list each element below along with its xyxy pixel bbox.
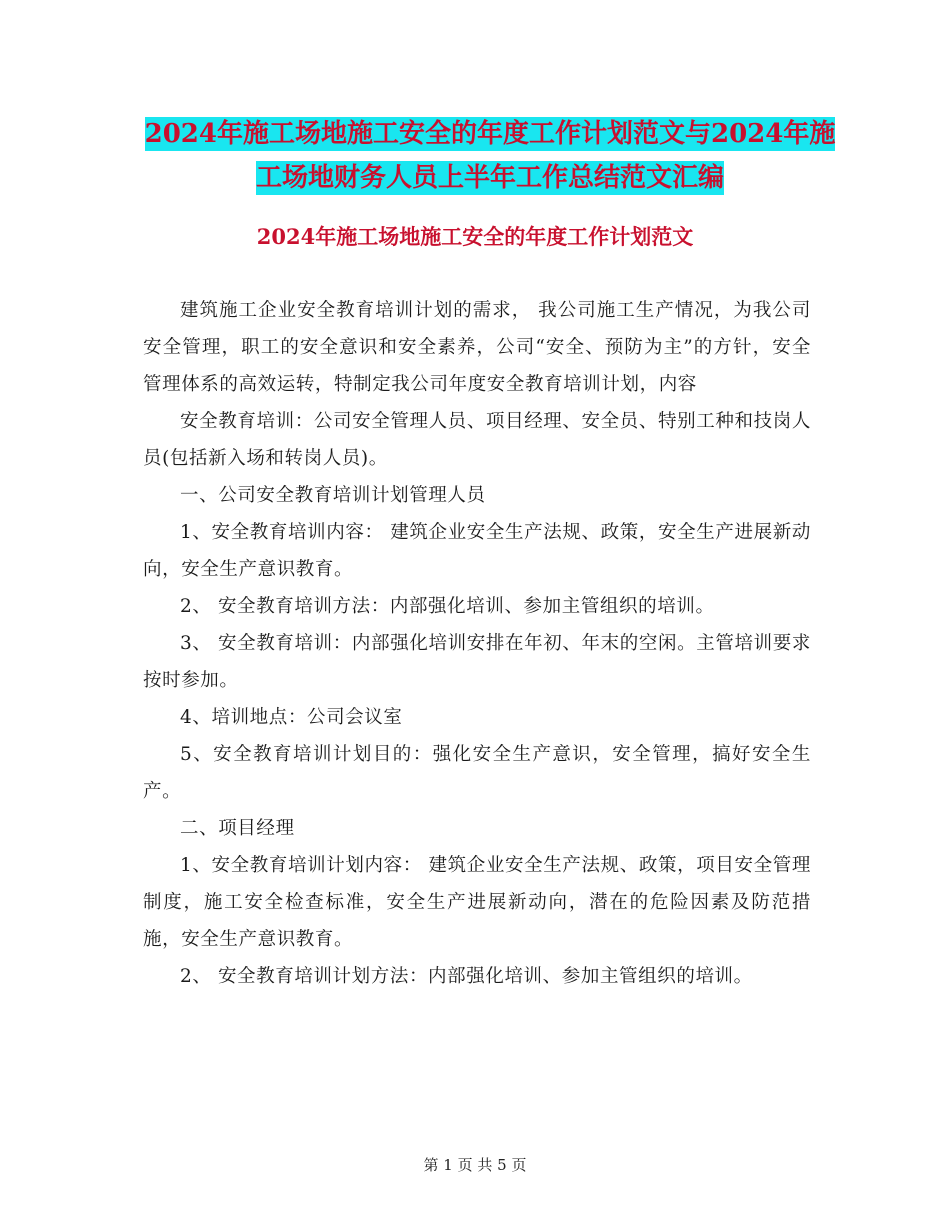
paragraph: 二、项目经理 <box>180 818 295 839</box>
page-footer: 第 1 页 共 5 页 <box>423 1156 527 1174</box>
paragraph: 5、安全教育培训计划目的：强化安全生产意识，安全管理，搞好安全生产。 <box>143 744 811 802</box>
paragraph: 3、 安全教育培训：内部强化培训安排在年初、年末的空闲。主管培训要求按时参加。 <box>143 633 811 691</box>
section-title: 2024年施工场地施工安全的年度工作计划范文 <box>256 224 694 249</box>
paragraph: 2、 安全教育培训方法：内部强化培训、参加主管组织的培训。 <box>180 596 715 617</box>
paragraph: 4、培训地点：公司会议室 <box>180 707 403 728</box>
paragraph: 1、安全教育培训内容： 建筑企业安全生产法规、政策，安全生产进展新动向，安全生产意识教育。 <box>143 522 811 580</box>
paragraph: 建筑施工企业安全教育培训计划的需求， 我公司施工生产情况，为我公司安全管理，职工的安全意识和安全素养，公司“安全、预防为主”的方针，安全管理体系的高效运转，特制定我公司年度安全教育培训计划，内容 <box>143 300 811 395</box>
document-body <box>143 292 811 995</box>
paragraph: 2、 安全教育培训计划方法：内部强化培训、参加主管组织的培训。 <box>180 966 753 987</box>
paragraph: 1、安全教育培训计划内容： 建筑企业安全生产法规、政策，项目安全管理制度，施工安全检查标准，安全生产进展新动向，潜在的危险因素及防范措施，安全生产意识教育。 <box>143 855 811 950</box>
paragraph: 一、公司安全教育培训计划管理人员 <box>180 485 486 506</box>
document-title <box>140 112 840 200</box>
paragraph: 安全教育培训：公司安全管理人员、项目经理、安全员、特别工种和技岗人员(包括新入场和转岗人员)。 <box>143 411 811 469</box>
document-title-text: 2024年施工场地施工安全的年度工作计划范文与2024年施工场地财务人员上半年工作总结范文汇编 <box>144 119 836 193</box>
